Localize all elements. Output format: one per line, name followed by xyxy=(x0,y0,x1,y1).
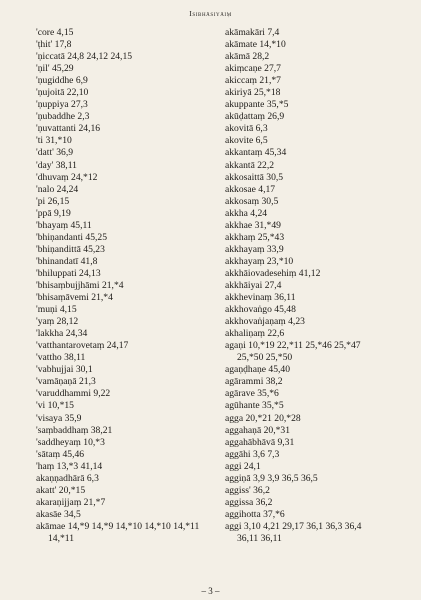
index-entry: akāmate 14,*10 xyxy=(225,39,286,51)
running-header: Isibhāsiyāiṃ xyxy=(189,9,232,18)
index-entry: akkosae 4,17 xyxy=(225,183,276,195)
index-entry: 'bhayaṃ 45,11 xyxy=(36,219,92,231)
index-entry: akatt' 20,*15 xyxy=(36,484,86,496)
index-entry: agārammi 38,2 xyxy=(225,376,283,388)
index-entry: akāmā 28,2 xyxy=(225,51,270,63)
index-entry: 'ṇujoitā 22,10 xyxy=(36,87,89,99)
index-entry: agaṇḍhaṇe 45,40 xyxy=(225,364,291,376)
index-entry: 'ti 31,*10 xyxy=(36,135,72,147)
index-entry: aggiss' 36,2 xyxy=(225,484,270,496)
index-entry: 'yaṃ 28,12 xyxy=(36,316,79,328)
index-entry: 'vatthantarovetaṃ 24,17 xyxy=(36,340,129,352)
index-entry: aggihotta 37,*6 xyxy=(225,508,285,520)
index-entry: aggahābhāvā 9,31 xyxy=(225,436,295,448)
index-entry: 'vattho 38,11 xyxy=(36,352,86,364)
index-entry: akuppante 35,*5 xyxy=(225,99,289,111)
index-entry: 'visaya 35,9 xyxy=(36,412,82,424)
index-entry: 'sātaṃ 45,46 xyxy=(36,448,85,460)
index-entry: 'saddheyaṃ 10,*3 xyxy=(36,436,105,448)
index-entry: 'ṇiccatā 24,8 24,12 24,15 xyxy=(36,51,133,63)
index-entry: 'vi 10,*15 xyxy=(36,400,74,412)
index-entry: 'ṇil' 45,29 xyxy=(36,63,74,75)
index-entry: akiriyā 25,*18 xyxy=(225,87,281,99)
index-entry: aggissa 36,2 xyxy=(225,496,273,508)
index-entry-continuation: 14,*11 xyxy=(48,532,75,544)
index-entry: agārave 35,*6 xyxy=(225,388,279,400)
index-entry: 'nalo 24,24 xyxy=(36,183,79,195)
index-entry: 'day' 38,11 xyxy=(36,159,77,171)
index-entry: 'dhuvaṃ 24,*12 xyxy=(36,171,98,183)
index-entry: 'bhiṇandanti 45,25 xyxy=(36,231,108,243)
index-entry: akkhaṃ 25,*43 xyxy=(225,231,285,243)
index-entry: agga 20,*21 20,*28 xyxy=(225,412,301,424)
index-entry: 'lakkha 24,34 xyxy=(36,328,88,340)
page-number: – 3 – xyxy=(201,586,220,596)
index-entry: akkhevinaṃ 36,11 xyxy=(225,292,296,304)
index-entry: 'vamāṇaṇā 21,3 xyxy=(36,376,96,388)
index-entry: akasāe 34,5 xyxy=(36,508,81,520)
index-entry: akkantaṃ 45,34 xyxy=(225,147,287,159)
index-entry: akkosaṃ 30,5 xyxy=(225,195,279,207)
index-entry: akkhāiyai 27,4 xyxy=(225,279,282,291)
index-entry: 'core 4,15 xyxy=(36,27,74,38)
index-entry: akhaliṇaṃ 22,6 xyxy=(225,328,285,340)
index-entry: 'bhiṇandittā 45,23 xyxy=(36,243,105,255)
index-entry: akkhāiovadesehiṃ 41,12 xyxy=(225,267,321,279)
index-entry: 'ppā 9,19 xyxy=(36,207,71,219)
index-entry: 'ṇuvattanti 24,16 xyxy=(36,123,101,135)
index-column-right xyxy=(225,27,415,545)
index-entry: 'muṇi 4,15 xyxy=(36,304,77,316)
index-entry: akkha 4,24 xyxy=(225,207,268,219)
index-entry: akiccaṃ 21,*7 xyxy=(225,75,281,87)
index-entry: 'bhinandatī 41,8 xyxy=(36,255,98,267)
index-entry: 'vabhujjai 30,1 xyxy=(36,364,93,376)
index-entry: akaraṇijjaṃ 21,*7 xyxy=(36,496,106,508)
index-entry: aggi 24,1 xyxy=(225,460,261,472)
index-entry: 'ṭhit' 17,8 xyxy=(36,39,72,51)
index-entry: 'bhisaṃbujjhāmi 21,*4 xyxy=(36,279,124,291)
index-entry-continuation: 36,11 36,11 xyxy=(237,532,282,544)
index-entry: agūhante 35,*5 xyxy=(225,400,284,412)
index-entry: 'varuddhammi 9,22 xyxy=(36,388,111,400)
index-entry: 'saṃbaddhaṃ 38,21 xyxy=(36,424,113,436)
index-entry: 'bhisaṃāvemi 21,*4 xyxy=(36,292,113,304)
index-entry: akkhovaṅjaṇaṃ 4,23 xyxy=(225,316,305,328)
index-column-left xyxy=(36,27,214,545)
index-entry: akkhovaṅgo 45,48 xyxy=(225,304,296,316)
index-entry: aggahaṇā 20,*31 xyxy=(225,424,291,436)
index-entry: aggāhi 3,6 7,3 xyxy=(225,448,280,460)
index-entry: 'ṇugiddhe 6,9 xyxy=(36,75,88,87)
index-entry: akkosaittā 30,5 xyxy=(225,171,284,183)
index-entry: akūḍattaṃ 26,9 xyxy=(225,111,285,123)
index-entry: aggi 3,10 4,21 29,17 36,1 36,3 36,4 xyxy=(225,520,362,532)
index-entry: agaṇi 10,*19 22,*11 25,*46 25,*47 xyxy=(225,340,361,352)
index-entry: akkhayaṃ 33,9 xyxy=(225,243,284,255)
index-entry: 'ṇuppiya 27,3 xyxy=(36,99,88,111)
index-entry: 'ṇubaddhe 2,3 xyxy=(36,111,90,123)
index-entry: akāmae 14,*9 14,*9 14,*10 14,*10 14,*11 xyxy=(36,520,200,532)
index-entry: akkhae 31,*49 xyxy=(225,219,281,231)
index-entry: akkantā 22,2 xyxy=(225,159,275,171)
index-entry: akovite 6,5 xyxy=(225,135,268,147)
index-entry: 'datt' 36,9 xyxy=(36,147,74,159)
index-entry: akkhayaṃ 23,*10 xyxy=(225,255,294,267)
index-entry: akovitā 6,3 xyxy=(225,123,268,135)
index-entry: 'haṃ 13,*3 41,14 xyxy=(36,460,103,472)
index-entry: akaṇṇadhārā 6,3 xyxy=(36,472,99,484)
index-entry: akāmakāri 7,4 xyxy=(225,27,280,38)
index-entry: 'pi 26,15 xyxy=(36,195,70,207)
index-entry: 'bhiluppati 24,13 xyxy=(36,267,101,279)
index-entry: aggiṇā 3,9 3,9 36,5 36,5 xyxy=(225,472,318,484)
index-entry-continuation: 25,*50 25,*50 xyxy=(237,352,293,364)
index-entry: akiṃcaṇe 27,7 xyxy=(225,63,281,75)
